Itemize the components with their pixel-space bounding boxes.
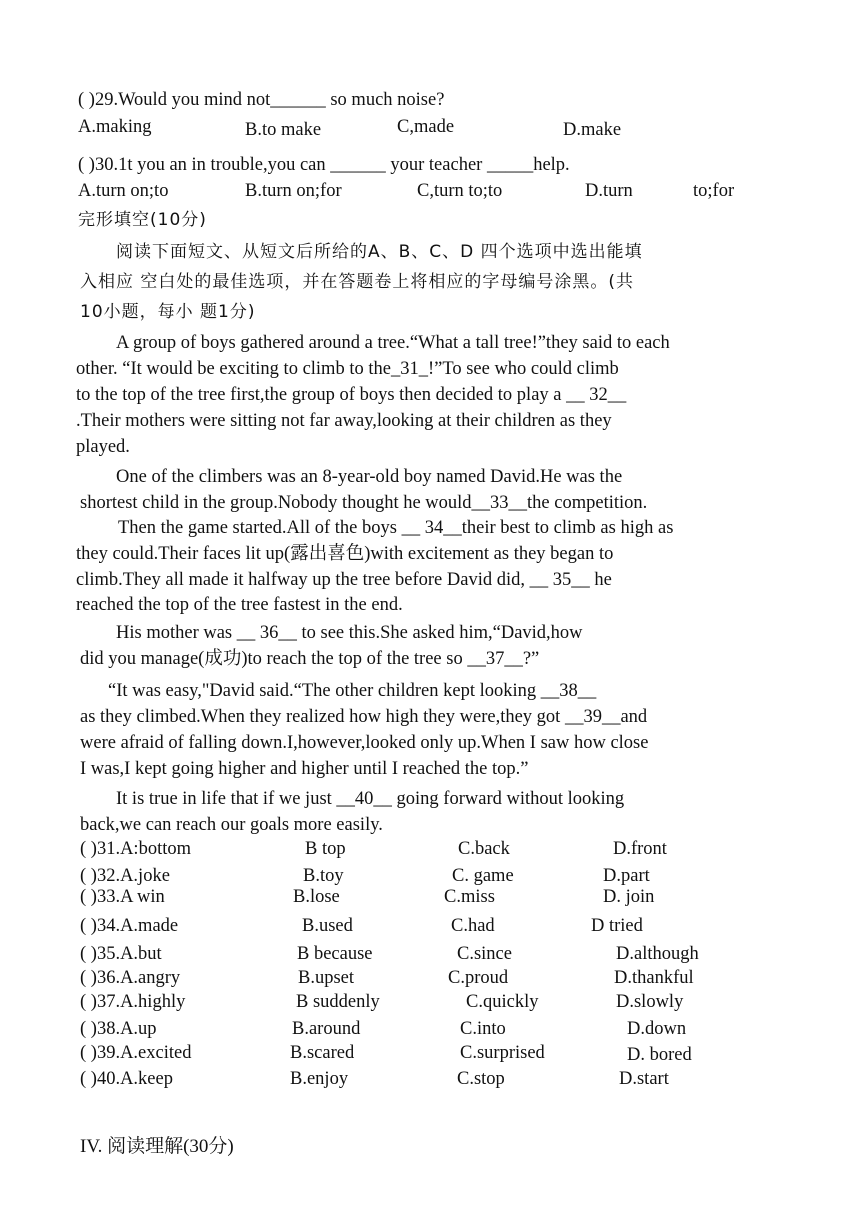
answer-34-option-b: B.used bbox=[302, 916, 353, 936]
answer-38-option-d: D.down bbox=[627, 1019, 687, 1039]
q30-option-a: A.turn on;to bbox=[78, 181, 169, 201]
answer-row-34: ( )34.A.made bbox=[80, 916, 179, 936]
answer-row-36: ( )36.A.angry bbox=[80, 968, 181, 988]
answer-32-option-c: C. game bbox=[452, 866, 514, 886]
passage-line: shortest child in the group.Nobody thought he would__33__the competition. bbox=[80, 493, 648, 513]
answer-34-option-d: D tried bbox=[591, 916, 643, 936]
answer-31-option-b: B top bbox=[305, 839, 346, 859]
answer-35-option-b: B because bbox=[297, 944, 373, 964]
cloze-instruction-line: 阅读下面短文、从短文后所给的A、B、C、D 四个选项中选出能填 bbox=[116, 242, 643, 262]
answer-36-option-d: D.thankful bbox=[614, 968, 694, 988]
section-4-heading: IV. 阅读理解(30分) bbox=[80, 1136, 234, 1157]
answer-row-40: ( )40.A.keep bbox=[80, 1069, 173, 1089]
q30-option-b: B.turn on;for bbox=[245, 181, 342, 201]
passage-line: to the top of the tree first,the group of boys then decided to play a __ 32__ bbox=[76, 385, 627, 405]
answer-40-option-c: C.stop bbox=[457, 1069, 505, 1089]
answer-33-option-b: B.lose bbox=[293, 887, 340, 907]
q29-option-c: C,made bbox=[397, 117, 455, 137]
q30-option-c: C,turn to;to bbox=[417, 181, 503, 201]
answer-34-option-c: C.had bbox=[451, 916, 495, 936]
passage-line: A group of boys gathered around a tree.“What a tall tree!”they said to each bbox=[116, 333, 670, 353]
passage-line: I was,I kept going higher and higher until I reached the top.” bbox=[80, 759, 529, 779]
answer-31-option-d: D.front bbox=[613, 839, 667, 859]
answer-38-option-b: B.around bbox=[292, 1019, 361, 1039]
passage-line: did you manage(成功)to reach the top of the tree so __37__?” bbox=[80, 649, 540, 669]
answer-row-35: ( )35.A.but bbox=[80, 944, 162, 964]
passage-line: as they climbed.When they realized how high they were,they got __39__and bbox=[80, 707, 648, 727]
answer-39-option-c: C.surprised bbox=[460, 1043, 545, 1063]
cloze-instruction-line: 10小题，每小 题1分) bbox=[80, 302, 256, 322]
answer-row-38: ( )38.A.up bbox=[80, 1019, 157, 1039]
passage-line: One of the climbers was an 8-year-old boy named David.He was the bbox=[116, 467, 623, 487]
passage-line: climb.They all made it halfway up the tree before David did, __ 35__ he bbox=[76, 570, 612, 590]
answer-36-option-c: C.proud bbox=[448, 968, 509, 988]
answer-36-option-b: B.upset bbox=[298, 968, 355, 988]
passage-line: they could.Their faces lit up(露出喜色)with excitement as they began to bbox=[76, 544, 614, 564]
answer-row-39: ( )39.A.excited bbox=[80, 1043, 192, 1063]
passage-line: His mother was __ 36__ to see this.She asked him,“David,how bbox=[116, 623, 583, 643]
answer-31-option-c: C.back bbox=[458, 839, 510, 859]
q29-option-a: A.making bbox=[78, 117, 152, 137]
answer-35-option-d: D.although bbox=[616, 944, 699, 964]
answer-37-option-c: C.quickly bbox=[466, 992, 539, 1012]
answer-39-option-d: D. bored bbox=[627, 1045, 692, 1065]
question-30: ( )30.1t you an in trouble,you can ______ your teacher _____help. bbox=[78, 155, 570, 175]
answer-40-option-b: B.enjoy bbox=[290, 1069, 349, 1089]
passage-line: “It was easy,"David said.“The other children kept looking __38__ bbox=[108, 681, 597, 701]
answer-row-37: ( )37.A.highly bbox=[80, 992, 186, 1012]
answer-37-option-d: D.slowly bbox=[616, 992, 684, 1012]
passage-line: played. bbox=[76, 437, 130, 457]
answer-row-32: ( )32.A.joke bbox=[80, 866, 170, 886]
passage-line: Then the game started.All of the boys __ 34__their best to climb as high as bbox=[118, 518, 674, 538]
answer-33-option-c: C.miss bbox=[444, 887, 495, 907]
passage-line: other. “It would be exciting to climb to the_31_!”To see who could climb bbox=[76, 359, 619, 379]
answer-32-option-b: B.toy bbox=[303, 866, 344, 886]
question-29: ( )29.Would you mind not______ so much noise? bbox=[78, 90, 445, 110]
answer-35-option-c: C.since bbox=[457, 944, 512, 964]
q29-option-d: D.make bbox=[563, 120, 622, 140]
passage-line: reached the top of the tree fastest in the end. bbox=[76, 595, 403, 615]
answer-33-option-d: D. join bbox=[603, 887, 655, 907]
q30-option-d-rest: to;for bbox=[693, 181, 735, 201]
passage-line: back,we can reach our goals more easily. bbox=[80, 815, 383, 835]
cloze-instruction-line: 入相应 空白处的最佳选项，并在答题卷上将相应的字母编号涂黑。(共 bbox=[80, 272, 635, 292]
passage-line: were afraid of falling down.I,however,looked only up.When I saw how close bbox=[80, 733, 649, 753]
answer-39-option-b: B.scared bbox=[290, 1043, 355, 1063]
q29-option-b: B.to make bbox=[245, 120, 322, 140]
answer-38-option-c: C.into bbox=[460, 1019, 506, 1039]
answer-40-option-d: D.start bbox=[619, 1069, 669, 1089]
answer-32-option-d: D.part bbox=[603, 866, 650, 886]
cloze-heading: 完形填空(10分) bbox=[78, 210, 207, 230]
answer-row-31: ( )31.A:bottom bbox=[80, 839, 191, 859]
answer-row-33: ( )33.A win bbox=[80, 887, 165, 907]
answer-37-option-b: B suddenly bbox=[296, 992, 380, 1012]
passage-line: .Their mothers were sitting not far away,looking at their children as they bbox=[76, 411, 612, 431]
q30-option-d: D.turn bbox=[585, 181, 633, 201]
passage-line: It is true in life that if we just __40__ going forward without looking bbox=[116, 789, 625, 809]
